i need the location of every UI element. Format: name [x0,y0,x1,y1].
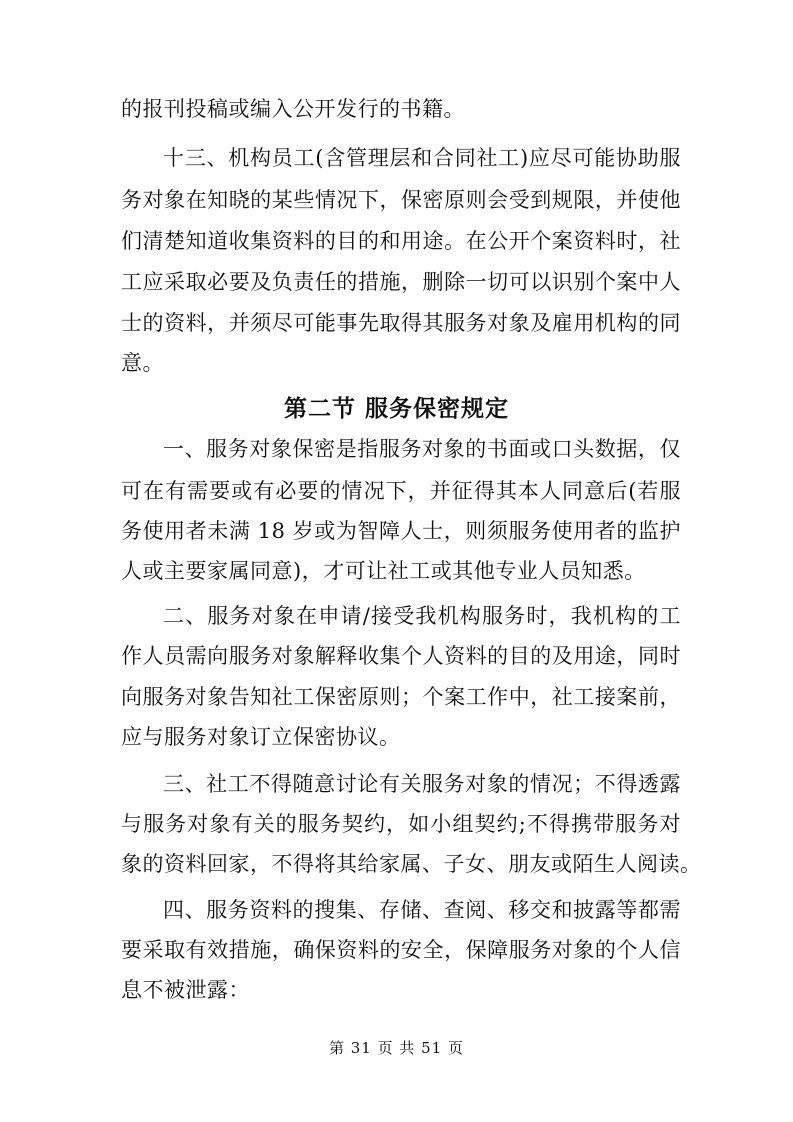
paragraph-line: 要采取有效措施，确保资料的安全，保障服务对象的个人信 [121,938,681,962]
paragraph-line: 的报刊投稿或编入公开发行的书籍。 [121,97,465,121]
paragraph-line: 士的资料，并须尽可能事先取得其服务对象及雇用机构的同 [121,311,681,335]
paragraph-line: 作人员需向服务对象解释收集个人资料的目的及用途，同时 [121,644,681,668]
paragraph-line: 一、服务对象保密是指服务对象的书面或口头数据，仅 [163,437,681,461]
paragraph-line: 三、社工不得随意讨论有关服务对象的情况；不得透露 [163,772,681,796]
paragraph-line: 意。 [121,351,164,375]
paragraph-line: 二、服务对象在申请/接受我机构服务时，我机构的工 [163,604,681,628]
paragraph-line: 务对象在知晓的某些情况下，保密原则会受到规限，并使他 [121,188,681,212]
paragraph-line: 十三、机构员工(含管理层和合同社工)应尽可能协助服 [163,146,681,170]
paragraph-line: 人或主要家属同意)，才可让社工或其他专业人员知悉。 [121,559,646,583]
paragraph-line: 务使用者未满 18 岁或为智障人士，则须服务使用者的监护 [121,519,681,543]
paragraph-line: 象的资料回家，不得将其给家属、子女、朋友或陌生人阅读。 [121,852,702,876]
paragraph-line: 们清楚知道收集资料的目的和用途。在公开个案资料时，社 [121,229,681,253]
paragraph-line: 四、服务资料的搜集、存储、查阅、移交和披露等都需 [163,898,681,922]
paragraph-line: 向服务对象告知社工保密原则；个案工作中，社工接案前， [121,685,681,709]
page-number-footer: 第 31 页 共 51 页 [328,1039,464,1057]
paragraph-line: 可在有需要或有必要的情况下，并征得其本人同意后(若服 [121,479,681,503]
paragraph-line: 与服务对象有关的服务契约，如小组契约;不得携带服务对 [121,812,681,836]
paragraph-line: 应与服务对象订立保密协议。 [121,725,401,749]
section-heading: 第二节 服务保密规定 [283,395,509,422]
paragraph-line: 工应采取必要及负责任的措施，删除一切可以识别个案中人 [121,270,681,294]
paragraph-line: 息不被泄露： [121,978,250,1002]
